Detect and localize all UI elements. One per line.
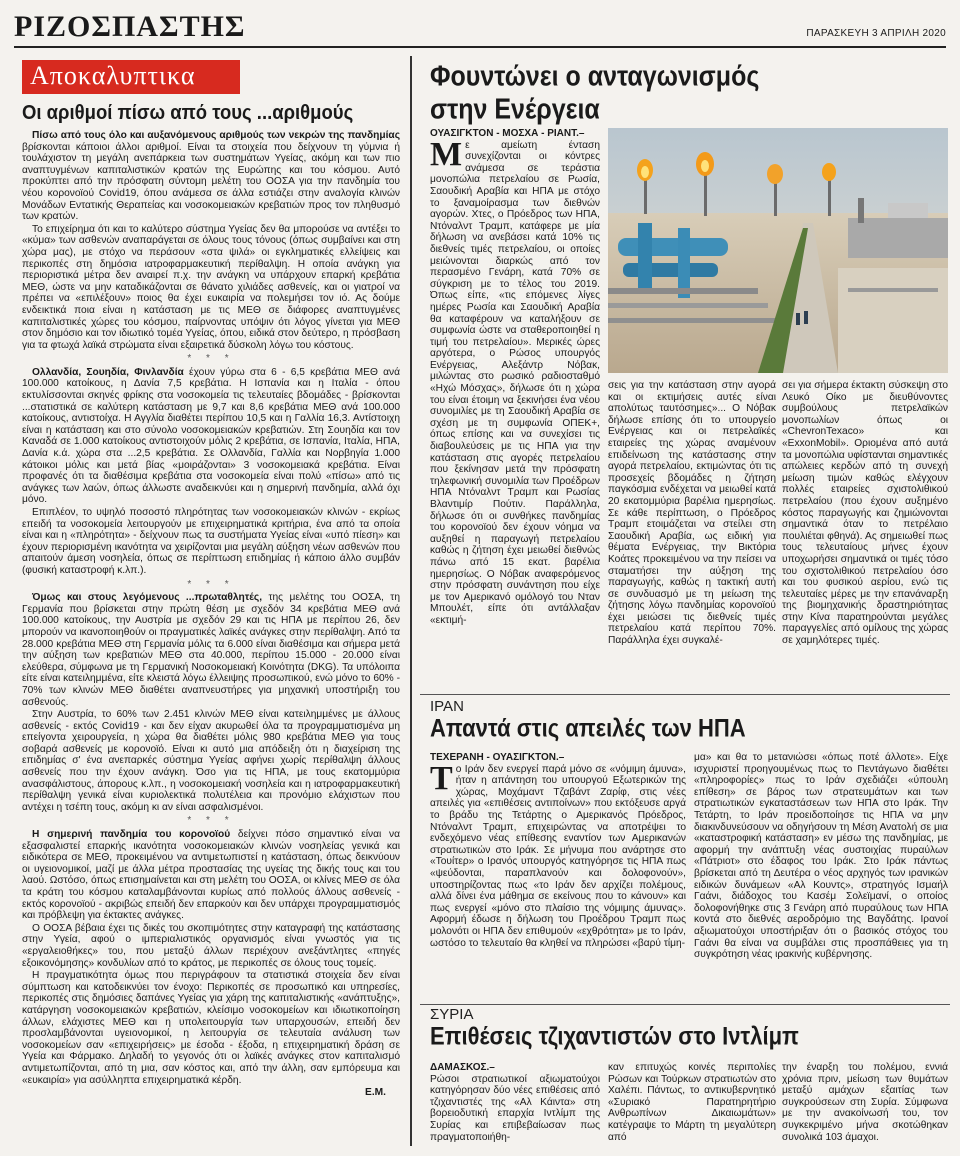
iran-col2 bbox=[694, 752, 948, 996]
drop-cap: Τ bbox=[430, 759, 453, 797]
iran-label: ΙΡΑΝ bbox=[430, 698, 464, 715]
syria-col1 bbox=[430, 1062, 600, 1152]
syria-col1-text: Ρώσοι στρατιωτικοί αξιωματούχοι κατηγόρησαν δύο νέες επιθέσεις από τζιχαντιστές της «Αλ Κάιντα» στη βορειοδυτική επαρχία Ιντλίμπ της Συρίας και επιβεβαίωσαν πως πραγματοποιήθη- bbox=[430, 1073, 600, 1143]
iran-dateline: ΤΕΧΕΡΑΝΗ - ΟΥΑΣΙΓΚΤΟΝ.– bbox=[430, 752, 565, 763]
paragraph: της μελέτης του ΟΟΣΑ, τη Γερμανία που βρίσκεται στην πρώτη θέση με σχεδόν 34 κρεβάτια ΜΕΘ ανά 100.000 κατοίκους, την Αυστρία με σχεδόν 29 και τις ΗΠΑ με περίπου 26, δεν μπορούν να ικανοποιηθούν οι πραγματικές λαϊκές ανάγκες στην περίθαλψη. Από τα 28.000 κρεβάτια ΜΕΘ στη Γερμανία μόλις τα 6.000 είναι διαθέσιμα και σήμερα μετά την αύξηση των κρεβατιών ΜΕΘ στα 40.000, περίπου 15.000 - 20.000 είναι ελεύθερα, σύμφωνα με τη Γερμανική Νοσοκομειακή Κοινότητα (DKG). Τα υπόλοιπα είτε είναι κατειλημμένα, είτε κλειστά λόγω έλλειψης προσωπικού, ενώ μόνο το 60% - 70% των κλινών ΜΕΘ διαθέτει αναπνευστήρες για μηχανική υποστήριξη του ασθενούς. bbox=[22, 592, 400, 708]
lead-bold: Πίσω από τους όλο και αυξανόμενους αριθμούς των νεκρών της πανδημίας bbox=[32, 130, 400, 141]
energy-headline-line1: Φουντώνει ο ανταγωνισμός bbox=[430, 60, 760, 93]
iran-col2-text: μα» και θα το μετανιώσει «όπως ποτέ άλλοτε». Είχε ισχυριστεί προηγουμένως πως το Πεντάγωνο διαθέτει «πληροφορίες» πως το Ιράν σχεδιάζει «ύπουλη επίθεση» σε βάρος των στρατευμάτων και των στρατιωτικών εγκαταστάσεων των ΗΠΑ στο Ιράκ. Την Τετάρτη, το Ιράν προειδοποίησε τις ΗΠΑ να μην διακινδυνεύσουν να οδηγήσουν τη Μέση Ανατολή σε μια «καταστροφική κατάσταση» εν μέσω της πανδημίας, με αφορμή την ανάπτυξη νέας συστοιχίας πυραύλων «Πάτριοτ» στο έδαφος του Ιράκ. Στο Ιράκ πάντως βρίσκεται από τη Δευτέρα ο νέος αρχηγός των ιρανικών ειδικών δυνάμεων «Αλ Κουντς», στρατηγός Ισμαήλ Γαάνι, διάδοχος του Κασέμ Σολεϊμανί, ο οποίος δολοφονήθηκε στις 3 Γενάρη από πυραύλους των ΗΠΑ κοντά στο διεθνές αεροδρόμιο της Βαγδάτης. Ιρανοί αξιωματούχοι υποστήριξαν ότι ο βασικός στόχος του Γαάνι θα είναι να συμβάλει στις προσπάθειες για τη συγκρότηση νέας ιρακινής κυβέρνησης. bbox=[694, 752, 948, 961]
iran-col1-text: ο Ιράν δεν ενεργεί παρά μόνο σε «νόμιμη άμυνα», ήταν η απάντηση του υπουργού Εξωτερικών της χώρας, Μοχάμαντ Τζαβάντ Ζαρίφ, στις νέες απειλές για «επιθέσεις αντιποίνων» που εκτόξευσε αργά το βράδυ της Τετάρτης ο Αμερικανός Πρόεδρος, Ντόναλντ Τραμπ, επιχειρώντας να αποτρέψει το ενδεχόμενο νέας επίθεσης εναντίον των Αμερικανών στρατιωτικών στο Ιράκ. Σε μήνυμα που ανάρτησε στο «Τουίτερ» ο Ιρανός υπουργός κατηγόρησε τις ΗΠΑ πως «ψεύδονται, παραπλανούν και δολοφονούν», υποστηρίζοντας πως «το Ιράν δεν αρχίζει πολέμους, αλλά δίνει ένα μάθημα σε εκείνους που το κάνουν» και πως ενεργεί «μόνο στο πλαίσιο της νόμιμης άμυνας». Αφορμή έδωσε η δήλωση του Προέδρου Τραμπ πως μολονότι οι ΗΠΑ δεν επιθυμούν «εχθρότητα» με το Ιράν, ωστόσο το τελευταίο θα κληθεί να πληρώσει «βαρύ τίμη- bbox=[430, 763, 686, 949]
energy-col1 bbox=[430, 128, 600, 688]
paragraph: Επιπλέον, το υψηλό ποσοστό πληρότητας των νοσοκομειακών κλινών - εκρίως επειδή τα νοσοκομεία λειτουργούν με επιχειρηματικά κριτήρια, ένα από τα οποία είναι και η «πληρότητα» - δείχνουν πως τα συστήματα Υγείας είναι «υπό πίεση» και έχουν περιορισμένη ικανότητα να χειρίζονται μια μεγάλη αύξηση νέων ασθενών που απαιτούν άμεση νοσηλεία, όπως σε περίπτωση επιδημίας ή κάποιο άλλο συμβάν (φυσική καταστροφή κ.λπ.). bbox=[22, 507, 400, 576]
paragraph: Στην Αυστρία, το 60% των 2.451 κλινών ΜΕΘ είναι κατειλημμένες με άλλους ασθενείς - εκτός Covid19 - και δεν είχαν ακυρωθεί όλα τα προγραμματισμένα μη επείγοντα χειρουργεία, η χώρα θα διαθέτει μόλις 980 κρεβάτια ΜΕΘ για τους σοβαρά ασθενείς με κορονοϊό. Είναι κι αυτό μια απόδειξη ότι η διαχείριση της επιδημίας σ' ένα ανεπαρκές σύστημα Υγείας αφήνει χωρίς περίθαλψη άλλους ασθενείς που την έχουν ανάγκη. Όσο για τις ΗΠΑ, με τους εκατομμύρια ανασφάλιστους, άπορους κ.λπ., η νοσοκομειακή νοσηλεία και η ιατροφαρμακευτική περίθαλψη γενικά είναι κυριολεκτικά πολυτέλεια και προνόμιο ελάχιστων που αντέχει η τσέπη τους, ακόμη κι αν είναι ασφαλισμένοι. bbox=[22, 709, 400, 813]
paragraph: βρίσκονται κάποιοι άλλοι αριθμοί. Είναι τα στοιχεία που δείχνουν τη γύμνια ή τουλάχιστον τη μεγάλη ανεπάρκεια των συστημάτων Υγείας, ακόμη και των πιο αναπτυγμένων καπιταλιστικών κρατών της Ευρώπης και του κόσμου. Αυτό προκύπτει από την πρόσφατη σύντομη μελέτη του ΟΟΣΑ για την πανδημία του νέου κορονοϊού Covid19, όπου ανάμεσα σε άλλα εστιάζει στην αναλογία κλινών Μονάδων Εντατικής Θεραπείας και νοσοκομειακών κρεβατιών προς τον πληθυσμό των κρατών. bbox=[22, 141, 400, 223]
lead-bold: Ολλανδία, Σουηδία, Φινλανδία bbox=[32, 366, 184, 378]
syria-col2-text: καν επιτυχώς κοινές περιπολίες Ρώσων και Τούρκων στρατιωτών στο Χαλέπι. Πάντως, το αντικυβερνητικό «Συριακό Παρατηρητήριο Ανθρωπίνων Δικαιωμάτων» κατέγραψε το Μάρτη τη μεγαλύτερη από bbox=[608, 1062, 776, 1143]
energy-headline bbox=[430, 60, 900, 127]
syria-col3 bbox=[782, 1062, 948, 1152]
left-article-headline: Οι αριθμοί πίσω από τους ...αριθμούς bbox=[22, 100, 354, 124]
separator: * * * bbox=[187, 815, 235, 827]
refinery-illustration bbox=[608, 128, 948, 373]
energy-col1-text: ε αμείωτη ένταση συνεχίζονται οι κόντρες ανάμεσα σε τεράστια μονοπώλια πετρελαίου σε Ρωσία, Σαουδική Αραβία και ΗΠΑ με στόχο το ξαναμοίρασμα των διεθνών αγορών. Χτες, ο Πρόεδρος των ΗΠΑ, Ντόναλντ Τραμπ, κατάφερε με μία δήλωση να ανεβάσει κατά 10% τις διεθνείς τιμές πετρελαίου, οι οποίες μειώνονται διαρκώς από τον περασμένο Γενάρη, κατά 70% σε σύγκριση με το τέλος του 2019. Όπως είπε, «τις επόμενες λίγες ημέρες Ρωσία και Σαουδική Αραβία θα καταφέρουν να καταλήξουν σε συμφωνία ώστε να σταθεροποιηθεί η τιμή του πετρελαίου». Μερικές ώρες αργότερα, ο Ρώσος υπουργός Ενέργειας, Αλεξάντρ Νόβακ, μιλώντας στο ρωσικό ραδιοσταθμό «Ηχώ Μόσχας», δήλωσε ότι η χώρα του είναι έτοιμη να ξεκινήσει ένα νέου συνομιλίες με τη Σαουδική Αραβία σε σχέση με τη συμφωνία ΟΠΕΚ+, όπως επίσης και να συνεχίσει τις διαβουλεύσεις με τις ΗΠΑ για την κατάσταση στις αγορές πετρελαίου που ξεκίνησαν μετά την πρόσφατη τηλεφωνική συνομιλία των Προέδρων ΗΠΑ Ντόναλντ Τραμπ και Ρωσίας Βλαντιμίρ Πούτιν. Παράλληλα, δήλωσε ότι οι συνθήκες πανδημίας του κορονοϊού δεν έχουν νόημα να αυξηθεί η παραγωγή πετρελαίου καθώς η ζήτηση έχει μειωθεί διεθνώς πάνω από 15 εκατ. βαρέλια ημερησίως. Ο Νόβακ αναφερόμενος στην πρόσφατη συνάντηση που είχε με τον Αμερικανό ομόλογό του Νταν Μπουλέτ, είπε ότι αντάλλαξαν «εκτιμή- bbox=[430, 139, 600, 626]
paragraph: έχουν γύρω στα 6 - 6,5 κρεβάτια ΜΕΘ ανά 100.000 κατοίκους, η Δανία 7,5 κρεβάτια. Η Ισπανία και η Ιταλία - όπου εκτυλίσσονται σκηνές φρίκης στα νοσοκομεία τις τελευταίες βδομάδες - βρίσκονται ...στατιστικά σε καλύτερη κατάσταση με 9,7 και 8,6 κρεβάτια ΜΕΘ ανά 100.000 κατοίκους, αντιστοίχα. Η Αγγλία διαθέτει περίπου 10,5 και η Γαλλία 16,3. Αντίστοιχη είναι η κατάσταση και στο σύνολο νοσοκομειακών κρεβατιών. Στη Σουηδία και τον Καναδά σε 1.000 κατοίκους αντιστοιχούν μόλις 2 κρεβάτια, σε Ισπανία, Ιταλία, ΗΠΑ, Δανία κ.ά. χώρα στα ...2,5 κρεβάτια. Σε Ολλανδία, Γαλλία και Νορβηγία 1.000 κάτοικοι μόλις και μετά βίας «μοιράζονται» 3 νοσοκομειακά κρεβάτια. Είναι προφανές ότι τα διαθέσιμα κρεβάτια στα νοσοκομεία είναι πολύ «πίσω» από τις ανάγκες των λαών, όπως άλλωστε αναδεικνύει και η σημερινή πανδημία, αλλά όχι μόνο. bbox=[22, 366, 400, 506]
energy-col2 bbox=[608, 380, 776, 688]
syria-label: ΣΥΡΙΑ bbox=[430, 1006, 474, 1023]
paragraph: Ο ΟΟΣΑ βέβαια έχει τις δικές του σκοπιμότητες στην καταγραφή της κατάστασης στην Υγεία, αφού ο ιμπεριαλιστικός οργανισμός είναι γνωστός για τις «εργαλειοθήκες» του, που μεταξύ άλλων περιέχουν ανεξάντλητες «πηγές εξοικονόμησης» κονδυλίων από το κράτος, με περικοπές σε όλους τους τομείς. bbox=[22, 922, 400, 969]
syria-headline: Επιθέσεις τζιχαντιστών στο Ιντλίμπ bbox=[430, 1022, 799, 1050]
syria-col2 bbox=[608, 1062, 776, 1152]
separator: * * * bbox=[187, 578, 235, 590]
masthead-title: ΡΙΖΟΣΠΑΣΤΗΣ bbox=[14, 10, 246, 43]
section-rule bbox=[420, 694, 950, 695]
paragraph: Η πραγματικότητα όμως που περιγράφουν τα στατιστικά στοιχεία δεν είναι σύμπτωση και κατοδεικνύει τον ένοχο: Περικοπές σε προσωπικό και υπηρεσίες, περικοπές στις δημόσιες δαπάνες Υγείας για χάρη της καπιταλιστικής «ανάπτυξης», κατάργηση νοσοκομειακών κρεβατιών, κλείσιμο νοσοκομείων και ιδιωτικοποίηση άλλων, ελάχιστες ΜΕΘ και η υπολειτουργία των υπαρχουσών, επειδή δεν προσλαμβάνονται υγειονομικοί, η λειτουργία σε τελευταία ανάλυση των νοσοκομείων σαν «επιχειρήσεις» με έσοδα - έξοδα, η επιχειρηματική δράση σε Υγεία και Φάρμακο. Δηλαδή το γεγονός ότι οι λαϊκές ανάγκες στον καπιταλισμό αντιμετωπίζονται, από τη μια, σαν κόστος και, από την άλλη, σαν εμπόρευμα και «ευκαιρία» για ασύλληπτα επιχειρηματικά κέρδη. bbox=[22, 970, 400, 1086]
issue-date: ΠΑΡΑΣΚΕΥΗ 3 ΑΠΡΙΛΗ 2020 bbox=[806, 28, 946, 39]
lead-bold: Η σημερινή πανδημία του κορονοϊού bbox=[32, 829, 231, 841]
author-signature: Ε.Μ. bbox=[365, 1087, 386, 1099]
iran-col1 bbox=[430, 752, 686, 996]
section-banner: Αποκαλυπτικα bbox=[22, 60, 240, 94]
separator: * * * bbox=[187, 353, 235, 365]
oil-refinery-photo bbox=[608, 128, 948, 373]
column-divider bbox=[410, 56, 412, 1146]
lead-bold: Όμως και στους λεγόμενους ...πρωταθλητές, bbox=[32, 592, 263, 604]
syria-dateline: ΔΑΜΑΣΚΟΣ.– bbox=[430, 1062, 495, 1073]
left-article-body bbox=[22, 130, 400, 1150]
paragraph: δείχνει πόσο σημαντικό είναι να εξασφαλιστεί επαρκής ικανότητα νοσοκομειακών κλινών νοσηλείας γενικά και ειδικότερα σε ΜΕΘ, προκειμένου να αντιμετωπιστεί η κατάσταση, όπως δεικνύουν οι υγειονομικοί, μαζί με άλλα μέτρα προστασίας της υγείας της δικής τους και του λαού. Ωστόσο, όπως επισημαίνεται και στη μελέτη του ΟΟΣΑ, οι κλίνες ΜΕΘ σε όλα τα κράτη του κόσμου καταλαμβάνονται κυρίως από πολλούς άλλους ασθενείς - εκτός κορονοϊού - ακριβώς επειδή δεν επαρκούν και δεν υπάρχει προγραμματισμός και πρόβλεψη για έκτακτες ανάγκες. bbox=[22, 829, 400, 922]
paragraph: Το επιχείρημα ότι και το καλύτερο σύστημα Υγείας δεν θα μπορούσε να αντέξει το «κύμα» των ασθενών αναπαράγεται σε όλους τους τόνους (όπως συμβαίνει και στη χώρα μας), με στόχο να περάσουν «στα ψιλά» οι εγκληματικές ελλείψεις και περικοπές στη δημόσια ιατροφαρμακευτική περίθαλψη. Η οποία ανάγκη για περιοριστικά μέτρα δεν αναιρεί π.χ. την ανάγκη να υπάρχουν επαρκή κρεβάτια ΜΕΘ, ώστε να μην καταδικάζονται σε θάνατο χιλιάδες ασθενείς, και οι γιατροί να πρέπει να «επιλέξουν» ποιος θα έχει ευκαιρία να πολεμήσει τον ιό. Ας δούμε ενδεικτικά ποια είναι η κατάσταση με τις ΜΕΘ σε διάφορες αναπτυγμένες καπιταλιστικές χώρες του κόσμου, παίρνοντας υπόψιν ότι λόγος γίνεται για ΜΕΘ στον δημόσιο και τον ιδιωτικό τομέα Υγείας, όπου, ειδικά στον δεύτερο, η πρόσβαση για τα φτωχά λαϊκά στρώματα είναι εξαιρετικά δύσκολη λόγω του κόστους. bbox=[22, 223, 400, 351]
energy-col3 bbox=[782, 380, 948, 688]
energy-dateline: ΟΥΑΣΙΓΚΤΟΝ - ΜΟΣΧΑ - ΡΙΑΝΤ.– bbox=[430, 128, 585, 139]
energy-col3-text: σει για σήμερα έκτακτη σύσκεψη στο Λευκό Οίκο με διευθύνοντες συμβούλους πετρελαϊκών μονοπωλίων όπως οι «ChevronTexaco» και «ExxonMobil». Οριομένα από αυτά τα μονοπώλια υφίστανται σημαντικές απώλειες κερδών από τη συνεχή μείωση τιμών καθώς ελέγχουν πολλές εταιρείες σχιστολιθικού πετρελαίου (που έχουν αυξημένο κόστος παραγωγής και ζημιώνονται σημαντικά όταν το πετρέλαιο πουλιέται φθηνά). Ας σημειωθεί πως τους τελευταίους μήνες έχουν υποχωρήσει σημαντικά οι τιμές τόσο του σχιστολιθικού πετρελαίου όσο και του φυσικού αερίου, ενώ τις τελευταίες μέρες με την επανάναρξη της βιομηχανικής δραστηριότητας στην Κίνα παρατηρούνται μεγάλες παραγγελίες από ομίλους της χώρας σε χαμηλότερες τιμές. bbox=[782, 380, 948, 647]
energy-headline-line2: στην Ενέργεια bbox=[430, 93, 600, 126]
section-rule bbox=[420, 1004, 950, 1005]
energy-col2-text: σεις για την κατάσταση στην αγορά και οι εκτιμήσεις αυτές είναι απολύτως ταυτόσημες»... Ο Νόβακ δήλωσε επίσης ότι το υπουργείο Ενέργειας και οι πετρελαϊκές εταιρείες της χώρας αναμένουν επιδείνωση της κατάστασης στην αγορά πετρελαίου, εκτιμώντας ότι τις προσεχείς βδομάδες η ζήτηση παγκόσμια ενδέχεται να μειωθεί κατά 20 εκατομμύρια βαρέλια ημερησίως. Σε κάθε περίπτωση, ο Πρόεδρος Τραμπ ετοιμάζεται να στείλει στη Σαουδική Αραβία, ως ειδική για θέματα Ενέργειας, την Βικτόρια Κοάτες προκειμένου να την πείσει να σταματήσει την αύξηση της παραγωγής, καθώς η τακτική αυτή σε συνδυασμό με τη μείωση της ζήτησης λόγω πανδημίας κορονοϊού έχει μειώσει τις διεθνείς τιμές πετρελαίου κατά περίπου 70%. Παράλληλα έχει συγκαλέ- bbox=[608, 380, 776, 647]
syria-col3-text: την έναρξη του πολέμου, εννιά χρόνια πριν, μείωση των θυμάτων μεταξύ αμάχων εξαιτίας των συγκρούσεων στη Συρία. Σύμφωνα με την ανακοίνωσή του, τον συγκεκριμένο μήνα σκοτώθηκαν συνολικά 103 άμαχοι. bbox=[782, 1062, 948, 1143]
top-rule bbox=[14, 46, 946, 48]
drop-cap: Μ bbox=[430, 135, 463, 173]
iran-headline: Απαντά στις απειλές των ΗΠΑ bbox=[430, 714, 746, 742]
